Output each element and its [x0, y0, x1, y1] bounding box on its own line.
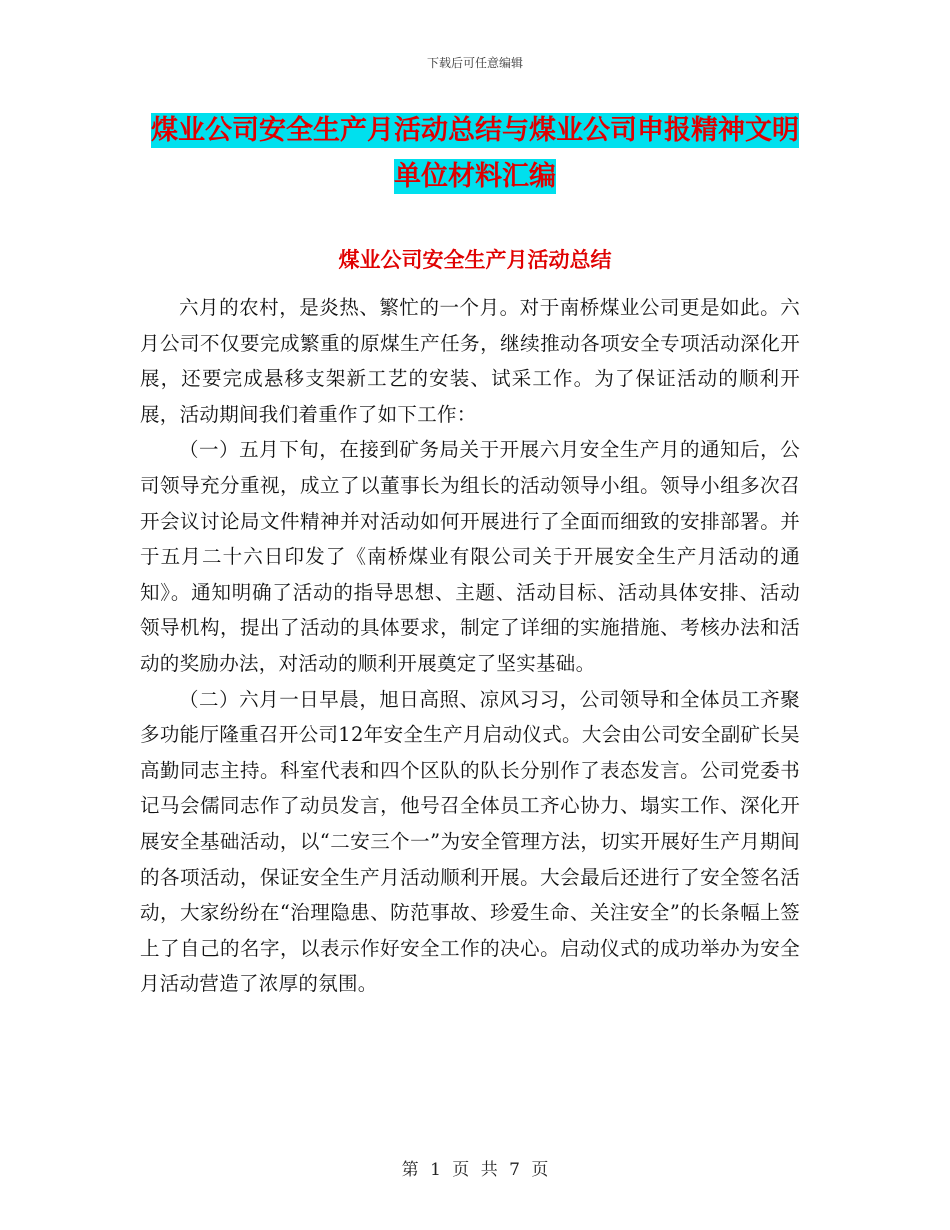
paragraph-item-2: （二）六月一日早晨，旭日高照、凉风习习，公司领导和全体员工齐聚多功能厅隆重召开公司12年安全生产月启动仪式。大会由公司安全副矿长吴高勤同志主持。科室代表和四个区队的队长分别作了表态发言。公司党委书记马会儒同志作了动员发言，他号召全体员工齐心协力、塌实工作、深化开展安全基础活动，以“二安三个一”为安全管理方法，切实开展好生产月期间的各项活动，保证安全生产月活动顺利开展。大会最后还进行了安全签名活动，大家纷纷在“治理隐患、防范事故、珍爱生命、关注安全”的长条幅上签上了自己的名字，以表示作好安全工作的决心。启动仪式的成功举办为安全月活动营造了浓厚的氛围。	[140, 687, 800, 996]
paragraph-item-1: （一）五月下旬，在接到矿务局关于开展六月安全生产月的通知后，公司领导充分重视，成立了以董事长为组长的活动领导小组。领导小组多次召开会议讨论局文件精神并对活动如何开展进行了全面而细致的安排部署。并于五月二十六日印发了《南桥煤业有限公司关于开展安全生产月活动的通知》。通知明确了活动的指导思想、主题、活动目标、活动具体安排、活动领导机构，提出了活动的具体要求，制定了详细的实施措施、考核办法和活动的奖励办法，对活动的顺利开展奠定了坚实基础。	[140, 438, 800, 675]
document-title-text: 煤业公司安全生产月活动总结与煤业公司申报精神文明单位材料汇编	[151, 115, 799, 192]
page-number: 第 1 页 共 7 页	[401, 1160, 549, 1180]
body-text	[140, 290, 800, 1002]
paragraph-intro: 六月的农村，是炎热、繁忙的一个月。对于南桥煤业公司更是如此。六月公司不仅要完成繁重的原煤生产任务，继续推动各项安全专项活动深化开展，还要完成悬移支架新工艺的安装、试采工作。为了保证活动的顺利开展，活动期间我们着重作了如下工作：	[140, 296, 800, 426]
section-title: 煤业公司安全生产月活动总结	[338, 247, 612, 272]
document-title	[140, 108, 810, 200]
header-note: 下载后可任意编辑	[426, 56, 523, 70]
